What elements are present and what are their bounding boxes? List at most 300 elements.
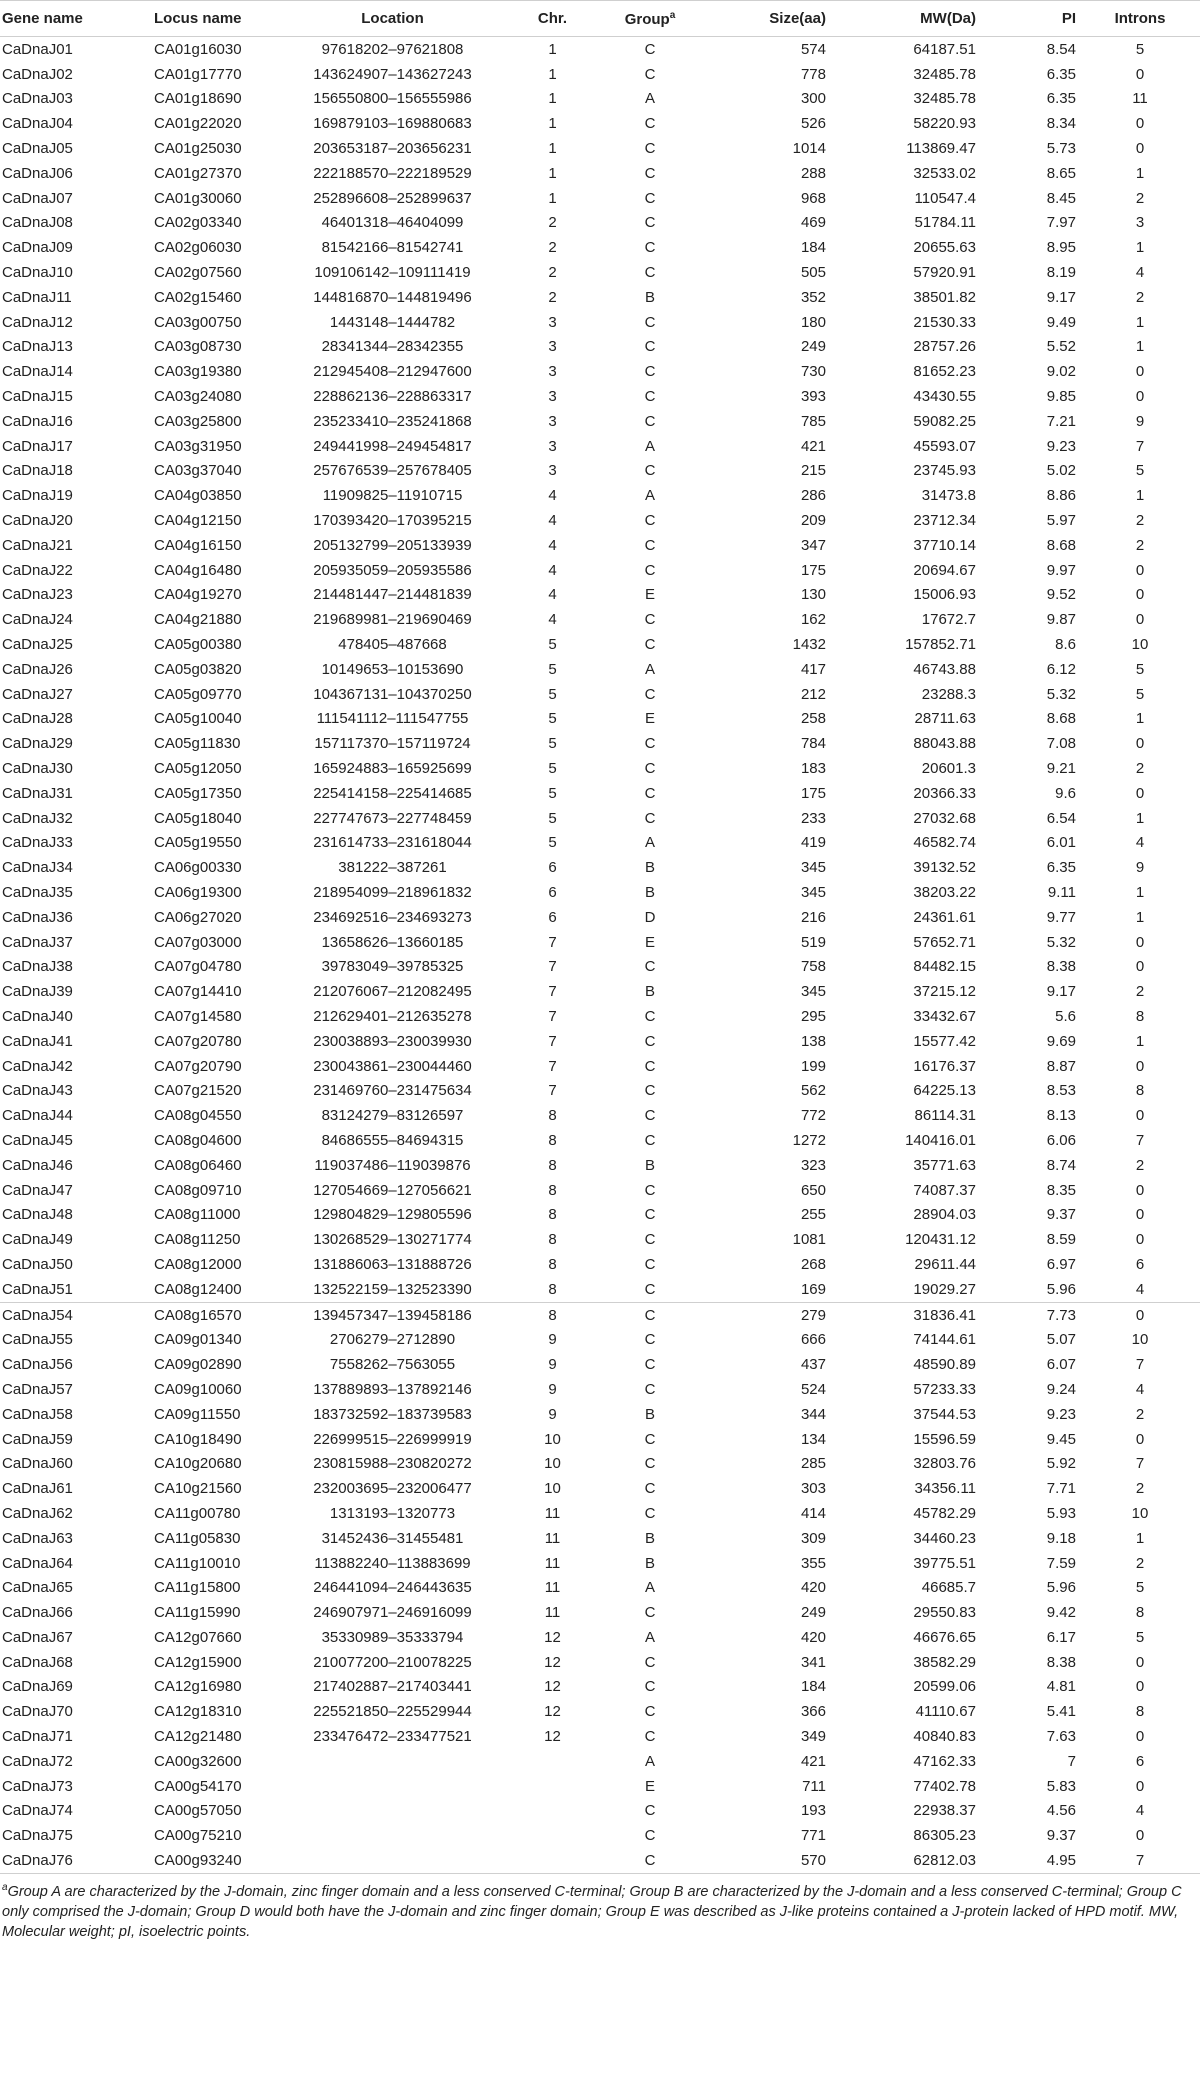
cell-size: 420 <box>800 1628 826 1646</box>
cell-chr <box>505 1799 600 1824</box>
table-row <box>0 1128 1200 1153</box>
table-row <box>0 1551 1200 1576</box>
cell-group: C <box>644 1504 656 1522</box>
cell-group: C <box>644 40 656 58</box>
cell-locus-name: CA08g04600 <box>154 1131 242 1149</box>
header-mw: MW(Da) <box>830 1 980 37</box>
cell-location: 228862136–228863317 <box>313 388 472 406</box>
cell-gene-name: CaDnaJ73 <box>2 1777 73 1795</box>
cell-location: 131886063–131888726 <box>313 1255 472 1273</box>
table-row <box>0 954 1200 979</box>
cell-mw: 37544.53 <box>913 1405 976 1423</box>
cell-chr: 4 <box>548 561 557 579</box>
cell-chr: 8 <box>548 1206 557 1224</box>
cell-size: 574 <box>800 40 826 58</box>
cell-mw: 57652.71 <box>913 933 976 951</box>
cell-location: 183732592–183739583 <box>313 1405 472 1423</box>
cell-gene-name: CaDnaJ08 <box>2 214 73 232</box>
cell-size: 421 <box>800 1752 826 1770</box>
cell-size: 570 <box>700 1848 830 1873</box>
cell-chr: 10 <box>544 1480 561 1498</box>
cell-pi: 8.13 <box>1046 1107 1076 1125</box>
cell-chr: 8 <box>505 1302 600 1327</box>
cell-size: 519 <box>800 933 826 951</box>
cell-mw: 35771.63 <box>913 1156 976 1174</box>
cell-mw: 45782.29 <box>913 1504 976 1522</box>
cell-location: 252896608–252899637 <box>313 189 472 207</box>
cell-pi: 9.85 <box>1046 388 1076 406</box>
cell-group: C <box>644 338 656 356</box>
cell-pi: 8.45 <box>1046 189 1076 207</box>
cell-mw: 58220.93 <box>913 115 976 133</box>
table-row <box>0 1402 1200 1427</box>
cell-pi: 9.21 <box>1046 760 1076 777</box>
cell-locus-name: CA00g75210 <box>154 1827 242 1845</box>
cell-mw: 32485.78 <box>913 65 976 83</box>
cell-chr: 11 <box>544 1529 561 1547</box>
cell-locus-name: CA10g18490 <box>154 1430 242 1448</box>
cell-mw: 46582.74 <box>913 834 976 852</box>
cell-chr: 2 <box>548 264 557 282</box>
cell-locus-name: CA03g08730 <box>154 338 242 356</box>
cell-pi: 8.68 <box>1046 710 1076 728</box>
cell-chr <box>505 1848 600 1873</box>
cell-size: 184 <box>800 239 826 257</box>
cell-size: 134 <box>800 1430 826 1448</box>
cell-pi: 4.56 <box>1046 1802 1076 1820</box>
table-row <box>0 533 1200 558</box>
table-row <box>0 979 1200 1004</box>
cell-pi: 5.96 <box>1046 1579 1076 1597</box>
cell-introns: 0 <box>1135 933 1145 951</box>
cell-size: 199 <box>800 1057 826 1075</box>
cell-locus-name: CA11g10010 <box>154 1554 241 1572</box>
cell-pi: 4.81 <box>1046 1678 1076 1696</box>
cell-group: C <box>644 1802 656 1820</box>
cell-mw: 24361.61 <box>913 908 976 926</box>
header-pi: PI <box>980 1 1080 37</box>
cell-mw: 32803.76 <box>913 1455 976 1473</box>
cell-introns: 0 <box>1135 65 1145 83</box>
cell-mw: 64225.13 <box>913 1082 976 1100</box>
cell-chr: 5 <box>548 735 557 753</box>
cell-gene-name: CaDnaJ16 <box>2 412 73 430</box>
cell-locus-name: CA10g20680 <box>154 1455 242 1473</box>
table-row <box>0 1823 1200 1848</box>
cell-size: 1014 <box>792 140 826 158</box>
cell-locus-name: CA04g21880 <box>154 611 242 629</box>
cell-size: 784 <box>800 735 826 753</box>
cell-mw: 41110.67 <box>915 1703 976 1721</box>
cell-locus-name: CA10g21560 <box>154 1480 242 1498</box>
cell-group: C <box>644 958 656 976</box>
footnote-text: Group A are characterized by the J-domain, zinc finger domain and a less conserved C-terminal; Group B are characterized by the J-domain and a less conserved C-terminal; Group C only comprised the J-domain; Group D would both have the J-domain and zinc finger domain; Group E was described as J-like proteins contained a J-protein lacked of HPD motif. MW, Molecular weight; pI, isoelectric points. <box>2 1883 1182 1940</box>
cell-size: 417 <box>800 660 826 678</box>
cell-mw: 57920.91 <box>913 264 976 282</box>
cell-location: 157117370–157119724 <box>314 735 471 753</box>
cell-locus-name: CA08g11000 <box>154 1206 241 1224</box>
cell-group: E <box>644 710 655 728</box>
cell-pi: 9.45 <box>1046 1430 1076 1448</box>
cell-size: 345 <box>800 983 826 1001</box>
cell-pi: 9.24 <box>1046 1380 1076 1398</box>
cell-mw: 15577.42 <box>913 1032 976 1050</box>
cell-chr: 12 <box>544 1728 561 1746</box>
cell-mw: 37215.12 <box>913 983 976 1001</box>
cell-gene-name: CaDnaJ30 <box>2 760 73 777</box>
cell-group: C <box>644 685 656 703</box>
cell-locus-name: CA12g16980 <box>154 1678 242 1696</box>
cell-chr: 8 <box>548 1156 557 1174</box>
cell-pi: 9.02 <box>1046 363 1076 381</box>
table-row <box>0 731 1200 756</box>
table-row <box>0 310 1200 335</box>
cell-size: 1081 <box>792 1231 826 1249</box>
cell-size: 212 <box>800 685 826 703</box>
cell-introns: 2 <box>1135 983 1145 1001</box>
cell-gene-name: CaDnaJ74 <box>2 1802 73 1820</box>
cell-locus-name: CA04g16150 <box>154 536 242 554</box>
cell-size: 711 <box>802 1777 826 1795</box>
cell-size: 255 <box>800 1206 826 1224</box>
cell-mw: 20601.3 <box>921 760 976 777</box>
table-row <box>0 1029 1200 1054</box>
cell-mw: 15006.93 <box>913 586 976 604</box>
cell-introns: 1 <box>1135 164 1145 182</box>
cell-introns: 2 <box>1135 536 1145 554</box>
cell-group: C <box>644 1380 656 1398</box>
cell-location <box>280 1749 505 1774</box>
cell-introns: 2 <box>1135 1405 1145 1423</box>
cell-group: C <box>644 1728 656 1746</box>
cell-gene-name: CaDnaJ61 <box>2 1480 73 1498</box>
table-row <box>0 1600 1200 1625</box>
cell-location: 127054669–127056621 <box>313 1181 472 1199</box>
cell-location: 246907971–246916099 <box>313 1604 472 1622</box>
table-row <box>0 1153 1200 1178</box>
cell-group: C <box>644 1280 656 1298</box>
cell-location: 84686555–84694315 <box>321 1131 464 1149</box>
cell-group: B <box>644 859 655 877</box>
cell-size: 175 <box>800 784 826 802</box>
cell-chr: 2 <box>548 214 557 232</box>
cell-group: C <box>644 1107 656 1125</box>
cell-location: 46401318–46404099 <box>321 214 464 232</box>
cell-size: 341 <box>800 1653 826 1671</box>
table-row <box>0 1103 1200 1128</box>
cell-pi: 9.52 <box>1046 586 1076 604</box>
cell-introns: 0 <box>1135 115 1145 133</box>
cell-pi: 7.73 <box>980 1302 1080 1327</box>
cell-locus-name: CA03g24080 <box>154 388 242 406</box>
cell-location: 137889893–137892146 <box>313 1380 472 1398</box>
cell-pi: 5.96 <box>1046 1280 1076 1298</box>
cell-locus-name: CA05g11830 <box>154 735 241 753</box>
header-size: Size(aa) <box>700 1 830 37</box>
cell-locus-name: CA01g16030 <box>154 40 242 58</box>
cell-mw: 31473.8 <box>921 487 976 505</box>
cell-pi: 8.59 <box>1046 1231 1076 1249</box>
cell-pi: 7.59 <box>1046 1554 1076 1572</box>
table-row <box>0 1526 1200 1551</box>
cell-introns: 0 <box>1135 784 1145 802</box>
cell-chr: 5 <box>548 760 557 777</box>
cell-group: C <box>644 313 656 331</box>
cell-location: 113882240–113883699 <box>314 1554 471 1572</box>
cell-introns: 7 <box>1135 1131 1145 1149</box>
cell-chr <box>505 1774 600 1799</box>
header-group-footnote-mark: a <box>669 9 676 21</box>
cell-introns: 0 <box>1135 735 1145 753</box>
cell-gene-name: CaDnaJ18 <box>2 462 73 480</box>
cell-size: 130 <box>800 586 826 604</box>
cell-introns: 10 <box>1131 636 1149 654</box>
cell-pi: 6.35 <box>1046 65 1076 83</box>
cell-gene-name: CaDnaJ26 <box>2 660 73 678</box>
cell-size: 258 <box>800 710 826 728</box>
cell-introns: 2 <box>1135 1480 1145 1498</box>
cell-gene-name: CaDnaJ03 <box>2 90 73 108</box>
table-row <box>0 1327 1200 1352</box>
cell-introns: 1 <box>1135 338 1145 356</box>
table-row <box>0 1774 1200 1799</box>
cell-locus-name: CA03g25800 <box>154 412 242 430</box>
cell-mw: 113869.47 <box>906 140 976 158</box>
cell-location: 212945408–212947600 <box>313 363 472 381</box>
cell-gene-name: CaDnaJ24 <box>2 611 73 629</box>
cell-size: 285 <box>800 1455 826 1473</box>
cell-pi: 9.17 <box>1046 983 1076 1001</box>
cell-pi: 5.93 <box>1046 1504 1076 1522</box>
cell-location: 225414158–225414685 <box>313 784 472 802</box>
cell-locus-name: CA09g11550 <box>154 1405 241 1423</box>
cell-pi: 9.97 <box>1046 561 1076 579</box>
cell-locus-name: CA02g07560 <box>154 264 242 282</box>
cell-mw: 140416.01 <box>905 1131 976 1149</box>
table-row <box>0 1078 1200 1103</box>
cell-introns: 1 <box>1135 487 1145 505</box>
cell-group: E <box>644 586 655 604</box>
cell-pi: 9.18 <box>1046 1529 1076 1547</box>
cell-size: 1432 <box>792 636 826 654</box>
cell-group: C <box>644 784 656 802</box>
cell-chr: 1 <box>548 140 557 158</box>
cell-chr: 3 <box>548 437 557 455</box>
cell-size: 785 <box>800 412 826 430</box>
cell-pi: 5.6 <box>1055 1007 1076 1025</box>
table-row <box>0 508 1200 533</box>
cell-group: C <box>644 1827 656 1845</box>
cell-introns: 6 <box>1135 1752 1145 1770</box>
cell-chr: 5 <box>548 809 557 827</box>
table-row <box>0 161 1200 186</box>
table-row <box>0 1352 1200 1377</box>
table-row <box>0 111 1200 136</box>
cell-mw: 28757.26 <box>913 338 976 356</box>
cell-gene-name: CaDnaJ71 <box>2 1728 73 1746</box>
cell-gene-name: CaDnaJ65 <box>2 1579 73 1597</box>
table-row <box>0 459 1200 484</box>
cell-size: 303 <box>800 1480 826 1498</box>
table-row <box>0 409 1200 434</box>
cell-chr: 6 <box>548 859 557 877</box>
cell-size: 175 <box>800 561 826 579</box>
cell-locus-name: CA08g06460 <box>154 1156 242 1174</box>
cell-group: C <box>644 388 656 406</box>
cell-size: 393 <box>800 388 826 406</box>
table-row <box>0 756 1200 781</box>
cell-group: C <box>644 65 656 83</box>
cell-chr: 1 <box>548 189 557 207</box>
cell-pi: 8.6 <box>1055 636 1076 654</box>
cell-location: 246441094–246443635 <box>313 1579 472 1597</box>
cell-group: C <box>644 462 656 480</box>
cell-mw: 38501.82 <box>913 288 976 306</box>
cell-locus-name: CA07g21520 <box>154 1082 242 1100</box>
cell-location: 129804829–129805596 <box>313 1206 472 1224</box>
cell-chr: 10 <box>544 1430 561 1448</box>
cell-locus-name: CA07g04780 <box>154 958 242 976</box>
cell-group: C <box>644 189 656 207</box>
cell-mw: 86305.23 <box>913 1827 976 1845</box>
cell-gene-name: CaDnaJ45 <box>2 1131 73 1149</box>
cell-introns: 8 <box>1135 1082 1145 1100</box>
cell-locus-name: CA09g01340 <box>154 1331 242 1349</box>
cell-locus-name: CA01g22020 <box>154 115 242 133</box>
table-footnote <box>0 1874 1200 1942</box>
cell-group: B <box>644 1554 655 1572</box>
cell-gene-name: CaDnaJ17 <box>2 437 73 455</box>
cell-pi: 5.32 <box>1046 685 1076 703</box>
table-row <box>0 855 1200 880</box>
cell-locus-name: CA06g27020 <box>154 908 242 926</box>
cell-chr: 8 <box>548 1107 557 1125</box>
cell-chr: 7 <box>548 1082 557 1100</box>
cell-chr: 5 <box>548 636 557 654</box>
cell-pi: 9.6 <box>1055 784 1076 802</box>
cell-locus-name: CA12g07660 <box>154 1628 242 1646</box>
cell-chr: 1 <box>548 40 557 58</box>
cell-locus-name: CA07g14580 <box>154 1007 242 1025</box>
table-row <box>0 1054 1200 1079</box>
cell-mw: 32533.02 <box>913 164 976 182</box>
cell-chr: 8 <box>548 1280 557 1298</box>
cell-group: B <box>644 288 655 306</box>
cell-pi: 9.11 <box>1047 883 1076 901</box>
cell-group: B <box>644 983 655 1001</box>
cell-introns: 5 <box>1135 462 1145 480</box>
cell-chr: 7 <box>548 933 557 951</box>
cell-gene-name: CaDnaJ07 <box>2 189 73 207</box>
cell-group: C <box>644 164 656 182</box>
table-row <box>0 1650 1200 1675</box>
cell-pi: 8.74 <box>1046 1156 1076 1174</box>
cell-mw: 29550.83 <box>913 1604 976 1622</box>
cell-group: C <box>644 1082 656 1100</box>
cell-location: 218954099–218961832 <box>313 883 472 901</box>
cell-gene-name: CaDnaJ01 <box>2 40 73 58</box>
cell-size: 505 <box>800 264 826 282</box>
cell-mw: 51784.11 <box>914 214 976 232</box>
table-row <box>0 335 1200 360</box>
cell-introns: 5 <box>1135 40 1145 58</box>
cell-gene-name: CaDnaJ40 <box>2 1007 73 1025</box>
cell-chr: 1 <box>548 164 557 182</box>
table-row <box>0 1227 1200 1252</box>
cell-size: 162 <box>800 611 826 629</box>
cell-location: 97618202–97621808 <box>321 40 464 58</box>
cell-locus-name: CA05g19550 <box>154 834 242 852</box>
cell-pi: 8.38 <box>1046 958 1076 976</box>
cell-pi: 4.95 <box>980 1848 1080 1873</box>
cell-location: 219689981–219690469 <box>313 611 472 629</box>
cell-locus-name: CA05g17350 <box>154 784 242 802</box>
cell-chr: 9 <box>548 1380 557 1398</box>
cell-group: C <box>644 512 656 530</box>
cell-mw: 81652.23 <box>913 363 976 381</box>
cell-location: 214481447–214481839 <box>313 586 472 604</box>
cell-location: 225521850–225529944 <box>313 1703 472 1721</box>
cell-mw: 23745.93 <box>913 462 976 480</box>
cell-chr: 2 <box>548 239 557 257</box>
cell-introns: 5 <box>1135 1579 1145 1597</box>
cell-size: 355 <box>800 1554 826 1572</box>
cell-pi: 9.37 <box>1046 1827 1076 1845</box>
cell-introns: 0 <box>1135 140 1145 158</box>
cell-introns: 5 <box>1135 1628 1145 1646</box>
cell-location: 170393420–170395215 <box>313 512 472 530</box>
cell-mw: 20599.06 <box>913 1678 976 1696</box>
cell-group: E <box>644 933 655 951</box>
cell-mw: 157852.71 <box>905 636 976 654</box>
cell-locus-name: CA11g15990 <box>154 1604 241 1622</box>
cell-mw: 33432.67 <box>913 1007 976 1025</box>
cell-location: 83124279–83126597 <box>321 1107 464 1125</box>
cell-chr: 5 <box>548 710 557 728</box>
cell-size: 180 <box>800 313 826 331</box>
cell-introns: 8 <box>1135 1703 1145 1721</box>
cell-introns: 4 <box>1135 264 1145 282</box>
cell-introns: 4 <box>1135 1280 1145 1298</box>
table-row <box>0 1575 1200 1600</box>
table-row <box>0 1476 1200 1501</box>
table-row <box>0 1848 1200 1873</box>
cell-locus-name: CA12g18310 <box>154 1703 242 1721</box>
cell-mw: 45593.07 <box>913 437 976 455</box>
cell-chr: 7 <box>548 958 557 976</box>
cell-location: 35330989–35333794 <box>321 1628 464 1646</box>
cell-locus-name: CA04g16480 <box>154 561 242 579</box>
cell-size: 772 <box>800 1107 826 1125</box>
table-row <box>0 1302 1200 1327</box>
cell-introns: 0 <box>1135 611 1145 629</box>
cell-introns: 2 <box>1135 1156 1145 1174</box>
cell-locus-name: CA11g15800 <box>154 1579 241 1597</box>
cell-chr: 7 <box>548 1032 557 1050</box>
table-row <box>0 880 1200 905</box>
cell-locus-name: CA08g12000 <box>154 1255 242 1273</box>
cell-pi: 6.97 <box>1046 1255 1076 1273</box>
cell-size: 526 <box>800 115 826 133</box>
cell-pi: 9.17 <box>1046 288 1076 306</box>
cell-location: 81542166–81542741 <box>321 239 464 257</box>
cell-mw: 46676.65 <box>913 1628 976 1646</box>
table-row <box>0 657 1200 682</box>
cell-group: A <box>644 834 655 852</box>
cell-location <box>280 1823 505 1848</box>
cell-size: 215 <box>800 462 826 480</box>
cell-pi: 9.69 <box>1046 1032 1076 1050</box>
